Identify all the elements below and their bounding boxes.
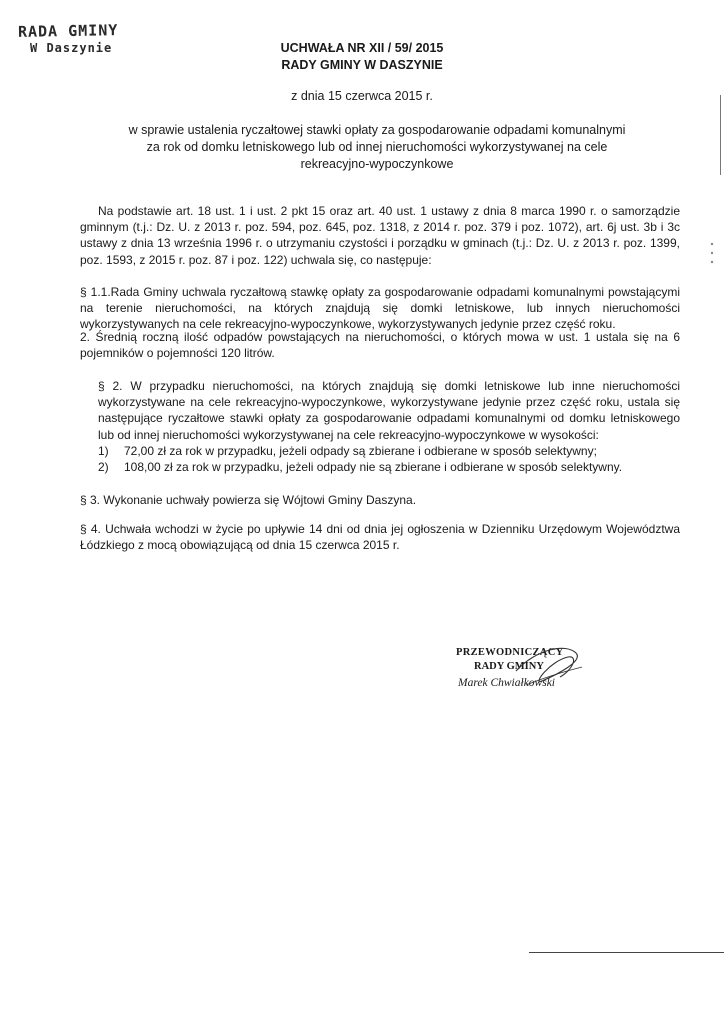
rate-list: [98, 443, 680, 475]
council-name: RADY GMINY W DASZYNIE: [281, 58, 443, 72]
rate-item: [98, 443, 680, 459]
signatory-name: Marek Chwiałkowski: [458, 677, 555, 689]
stamp-line-1: RADA GMINY: [17, 21, 119, 41]
rate-item-text: 72,00 zł za rok w przypadku, jeżeli odpady są zbierane i odbierane w sposób selektywny;: [124, 443, 597, 458]
rate-item-number: 1): [98, 443, 109, 458]
section-3: § 3. Wykonanie uchwały powierza się Wójtowi Gminy Daszyna.: [80, 493, 417, 507]
subject-line-3: rekreacyjno-wypoczynkowe: [300, 157, 454, 171]
stamp-line-2: W Daszynie: [30, 41, 113, 55]
subject-line-2: za rok od domku letniskowego lub od innej nieruchomości wykorzystywanej na cele: [146, 140, 608, 154]
rate-item-text: 108,00 zł za rok w przypadku, jeżeli odpady nie są zbierane i odbierane w sposób selektywny.: [124, 460, 623, 475]
section-1-paragraph-2: 2. Średnią roczną ilość odpadów powstających na nieruchomości, o których mowa w ust. 1 ustala się na 6 pojemników o pojemności 120 litrów.: [80, 330, 680, 361]
signature-block: [456, 641, 596, 703]
resolution-title: UCHWAŁA NR XII / 59/ 2015: [280, 41, 444, 55]
scan-bottom-line: [529, 952, 724, 953]
section-2: [98, 378, 680, 475]
scan-artifact-icon: [706, 238, 718, 268]
signature-role-line-2: RADY GMINY: [474, 661, 544, 672]
section-4: § 4. Uchwała wchodzi w życie po upływie 14 dni od dnia jej ogłoszenia w Dzienniku Urzędowym Województwa Łódzkiego z mocą obowiązującą od dnia 15 czerwca 2015 r.: [80, 522, 680, 553]
subject-line-1: w sprawie ustalenia ryczałtowej stawki opłaty za gospodarowanie odpadami komunalnymi: [128, 123, 626, 137]
signature-role-line-1: PRZEWODNICZĄCY: [456, 647, 564, 658]
resolution-date: z dnia 15 czerwca 2015 r.: [291, 89, 433, 103]
rate-item-number: 2): [98, 460, 109, 475]
legal-basis-paragraph: Na podstawie art. 18 ust. 1 i ust. 2 pkt 15 oraz art. 40 ust. 1 ustawy z dnia 8 marca 1990 r. o samorządzie gminnym (t.j.: Dz. U. z 2013 r. poz. 594, poz. 645, poz. 1318, z 2014 r. poz. 379 i poz. 1072), art. 6j ust. 3b i 3c ustawy z dnia 13 września 1996 r. o utrzymaniu czystości i porządku w gminach (t.j.: Dz. U. z 2013 r. poz. 1399, poz. 1593, z 2015 r. poz. 87 i poz. 122) uchwala się, co następuje:: [80, 204, 680, 267]
resolution-subject: [70, 122, 684, 173]
rate-item: [98, 459, 680, 475]
scan-edge-line: [720, 95, 721, 175]
section-2-text: § 2. W przypadku nieruchomości, na których znajdują się domki letniskowe lub inne nieruchomości wykorzystywane na cele rekreacyjno-wypoczynkowe, wykorzystywane jedynie przez część roku, ustala się następujące ryczałtowe stawki opłaty za gospodarowanie odpadami komunalnymi od domku letniskowego lub od innej nieruchomości wykorzystywanej na cele rekreacyjno-wypoczynkowe w wysokości:: [98, 379, 680, 442]
handwritten-signature-icon: [456, 641, 596, 703]
section-1-paragraph-1: § 1.1.Rada Gminy uchwala ryczałtową stawkę opłaty za gospodarowanie odpadami komunalnymi powstającymi na terenie nieruchomości, na których znajdują się domki letniskowe, lub innych nieruchomości wykorzystywanych na cele rekreacyjno-wypoczynkowe, wykorzystywanych jedynie przez część roku.: [80, 285, 680, 332]
